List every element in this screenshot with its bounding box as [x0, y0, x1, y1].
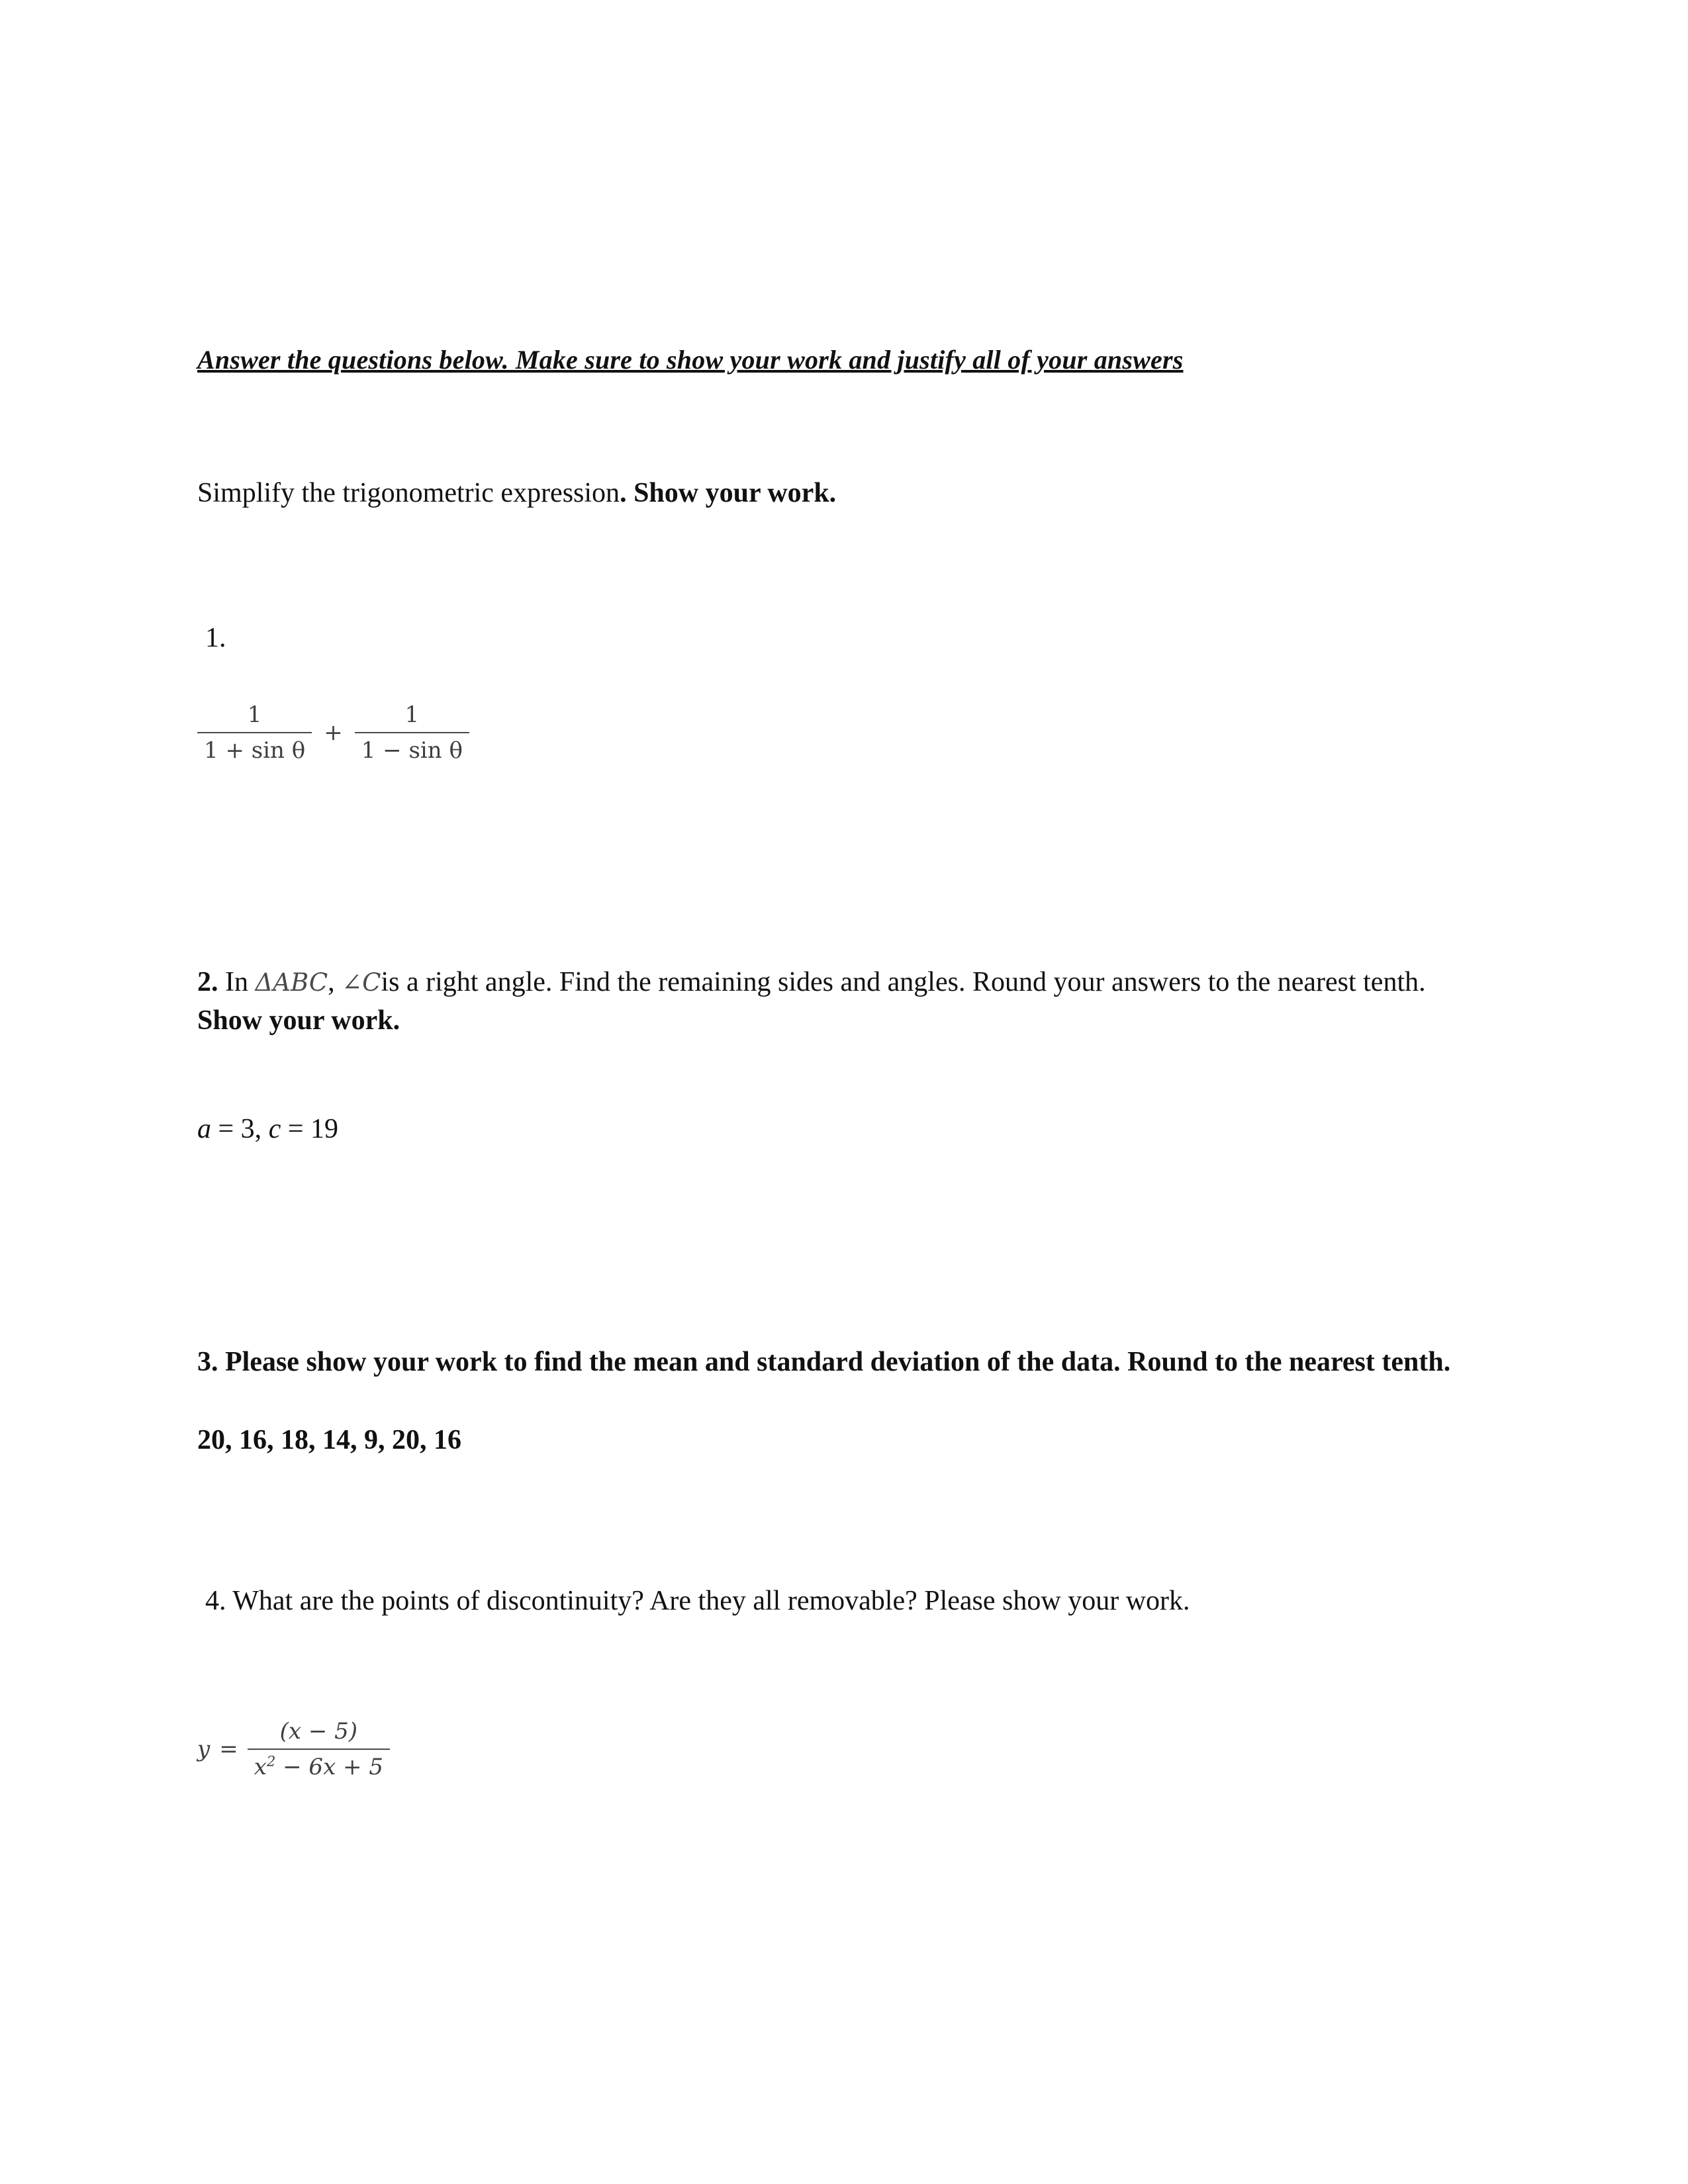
fraction-numerator: 1: [355, 700, 469, 733]
instructions-heading: [197, 344, 1489, 375]
question-3-data-set: 20, 16, 18, 14, 9, 20, 16: [197, 1424, 461, 1455]
denominator-rest: − 6x + 5: [275, 1753, 383, 1780]
variable-y: y: [197, 1735, 211, 1762]
fraction-numerator: 1: [197, 700, 312, 733]
question-2-text: [197, 964, 1475, 1040]
question-2-given-values: [197, 1113, 1489, 1145]
question-1-number: 1.: [205, 622, 226, 653]
fraction-one-over-one-minus-sin-theta: [355, 700, 469, 765]
variable-a: a: [197, 1113, 211, 1144]
denominator-x: x: [254, 1753, 267, 1780]
question-3-text: 3. Please show your work to find the mean and standard deviation of the data. Round to the nearest tenth.: [197, 1346, 1451, 1377]
question-2-bold: Show your work.: [197, 1005, 400, 1036]
question-4-text: 4. What are the points of discontinuity? Are they all removable? Please show your work.: [205, 1585, 1190, 1616]
rational-function-fraction: [248, 1717, 390, 1782]
angle-c-math: ∠C: [342, 968, 381, 997]
question-2-lead: In: [218, 966, 256, 997]
section-intro: [197, 475, 1489, 513]
intro-bold-text: . Show your work.: [620, 478, 837, 508]
given-end: = 19: [281, 1113, 339, 1144]
given-mid: = 3,: [211, 1113, 269, 1144]
question-1-expression: [197, 700, 1489, 765]
question-2-body: is a right angle. Find the remaining sides and angles. Round your answers to the nearest tenth.: [381, 966, 1426, 997]
intro-normal-text: Simplify the trigonometric expression: [197, 478, 620, 508]
fraction-denominator: [248, 1750, 390, 1782]
triangle-abc-math: ΔABC: [255, 968, 328, 997]
plus-operator: +: [324, 719, 343, 746]
denominator-exponent: 2: [266, 1752, 276, 1770]
question-2-number: 2.: [197, 966, 218, 997]
fraction-denominator: 1 + sin θ: [204, 737, 306, 764]
fraction-one-over-one-plus-sin-theta: [197, 700, 312, 765]
equals-sign: =: [219, 1735, 238, 1762]
question-4-expression: [197, 1717, 1489, 1782]
fraction-numerator: (x − 5): [248, 1717, 390, 1750]
variable-c: c: [268, 1113, 281, 1144]
instructions-heading-text: Answer the questions below. Make sure to show your work and justify all of your answers: [197, 345, 1184, 375]
question-2-separator: ,: [328, 966, 342, 997]
fraction-denominator: 1 − sin θ: [361, 737, 463, 764]
